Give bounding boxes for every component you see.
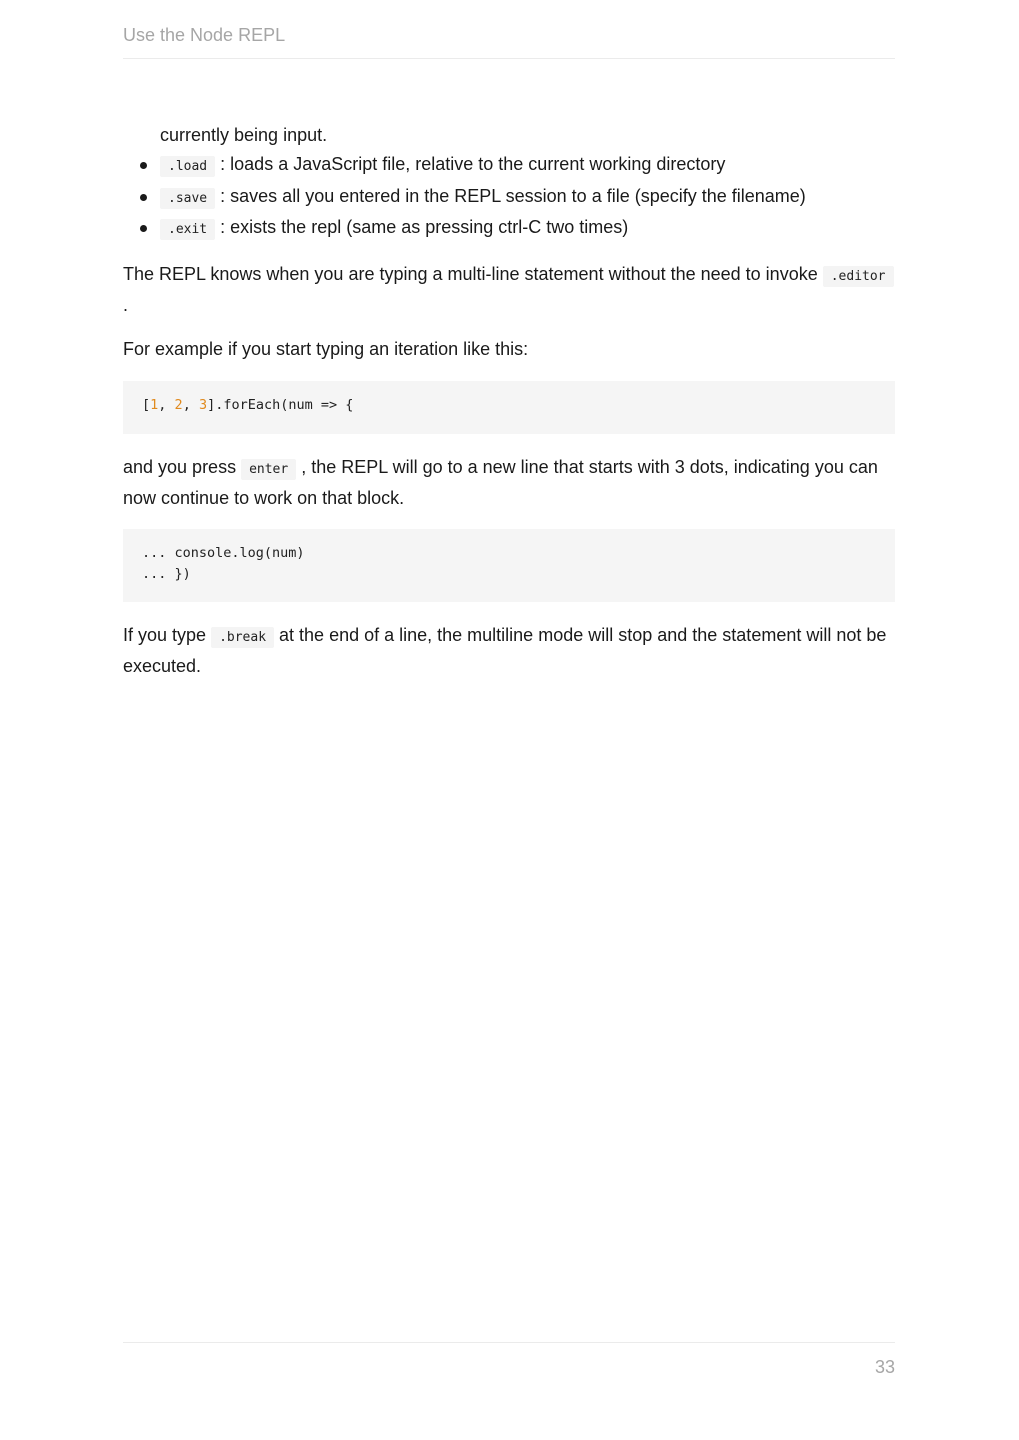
list-item-text: : saves all you entered in the REPL session to a file (specify the filename) — [220, 185, 806, 206]
paragraph-enter — [123, 453, 895, 513]
code-number: 3 — [198, 396, 208, 413]
code-number: 2 — [174, 396, 183, 413]
footer-divider — [123, 1342, 895, 1343]
code-token: , — [158, 396, 175, 413]
code-line: ... }) — [142, 565, 191, 582]
inline-code: .exit — [160, 219, 215, 240]
bullet-icon — [140, 225, 147, 232]
code-token: , — [182, 396, 199, 413]
list-item — [123, 150, 895, 182]
inline-code: .save — [160, 188, 215, 209]
list-item — [123, 213, 895, 245]
list-item — [123, 182, 895, 214]
code-number: 1 — [150, 396, 159, 413]
paragraph-break — [123, 621, 895, 681]
bullet-icon — [140, 194, 147, 201]
page-number: 33 — [874, 1357, 895, 1377]
running-header: Use the Node REPL — [123, 25, 286, 45]
code-block-console — [123, 529, 895, 602]
paragraph-text: . — [123, 294, 129, 315]
code-block-foreach — [123, 381, 895, 434]
paragraph-text: and you press — [123, 456, 242, 477]
code-line: ... console.log(num) — [142, 544, 305, 561]
inline-code: .break — [211, 627, 274, 648]
inline-code: .load — [160, 156, 215, 177]
code-token: [ — [142, 396, 151, 413]
inline-code: .editor — [823, 266, 894, 287]
repl-commands-list — [123, 150, 895, 245]
list-item-text: : exists the repl (same as pressing ctrl-C two times) — [220, 217, 629, 237]
bullet-icon — [140, 162, 147, 169]
paragraph-text: , the REPL will go to a new line that starts with 3 dots, indicating you can now continue to work on that block. — [123, 456, 878, 508]
paragraph-example: For example if you start typing an iteration like this: — [123, 338, 529, 359]
paragraph-text: at the end of a line, the multiline mode will stop and the statement will not be executed. — [123, 624, 887, 676]
list-item-text: : loads a JavaScript file, relative to the current working directory — [220, 154, 726, 174]
page — [123, 0, 895, 1440]
inline-code: enter — [241, 459, 296, 480]
paragraph-text: If you type — [123, 624, 212, 645]
list-continuation-text: currently being input. — [160, 125, 328, 145]
paragraph-multiline — [123, 260, 895, 320]
paragraph-text: The REPL knows when you are typing a multi-line statement without the need to invoke — [123, 263, 823, 284]
header-divider — [123, 58, 895, 59]
code-token: ].forEach(num => { — [207, 396, 354, 413]
page-content — [123, 121, 895, 681]
